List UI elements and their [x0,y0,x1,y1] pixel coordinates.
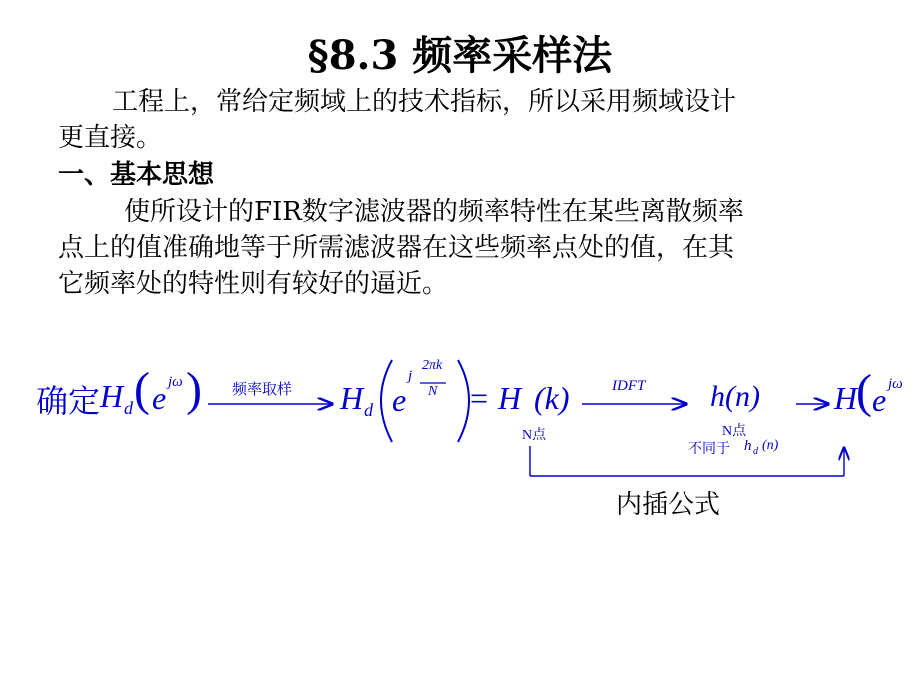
formula-equals: = [470,380,489,416]
body-line-2: 点上的值准确地等于所需滤波器在这些频率点处的值，在其 [58,233,735,263]
arrow-label-sampling: 频率取样 [232,382,293,398]
n-points-label-2: N点 [722,424,747,439]
fraction-denominator: N [428,384,438,399]
intro-line-2: 更直接。 [58,123,163,153]
fraction-numerator: 2πk [422,358,443,373]
n-points-label-1: N点 [522,428,547,443]
paren-close-2 [458,360,469,442]
formula-H-2: H [340,380,364,416]
exponent-jw: jω [168,374,183,390]
formula-H: H [100,378,124,414]
formula-e: e [152,380,167,416]
body-line-3: 它频率处的特性则有较好的逼近。 [58,269,449,299]
formula-k: (k) [534,380,570,416]
formula-sub-d: d [124,398,133,418]
exponent-j: j [408,368,413,384]
different-from-n: (n) [762,438,779,453]
body-line-1: 使所设计的FIR数字滤波器的频率特性在某些离散频率 [124,197,744,227]
paren-open-1: ( [134,363,150,416]
paren-close-1: ) [186,363,202,416]
start-label: 确定 [36,383,101,419]
formula-sub-d-2: d [364,400,373,420]
formula-H-4: H [834,380,858,416]
paren-open-2 [381,360,392,442]
arrow-label-idft: IDFT [612,378,646,394]
different-from-sub-d: d [753,446,758,457]
formula-hn: h(n) [710,380,760,413]
exponent-jw-4: jω [888,376,903,392]
section-heading: 一、基本思想 [58,160,215,190]
page-title: §8.3 频率采样法 [307,32,613,79]
different-from-h: h [744,438,752,454]
intro-line-1: 工程上，常给定频域上的技术指标，所以采用频域设计 [112,87,737,117]
paren-open-4: ( [856,365,872,418]
interpolation-label: 内插公式 [616,490,721,520]
formula-e-4: e [872,382,887,418]
formula-e-2: e [392,382,407,418]
formula-H-3: H [498,380,522,416]
different-from-label: 不同于 [688,442,730,457]
